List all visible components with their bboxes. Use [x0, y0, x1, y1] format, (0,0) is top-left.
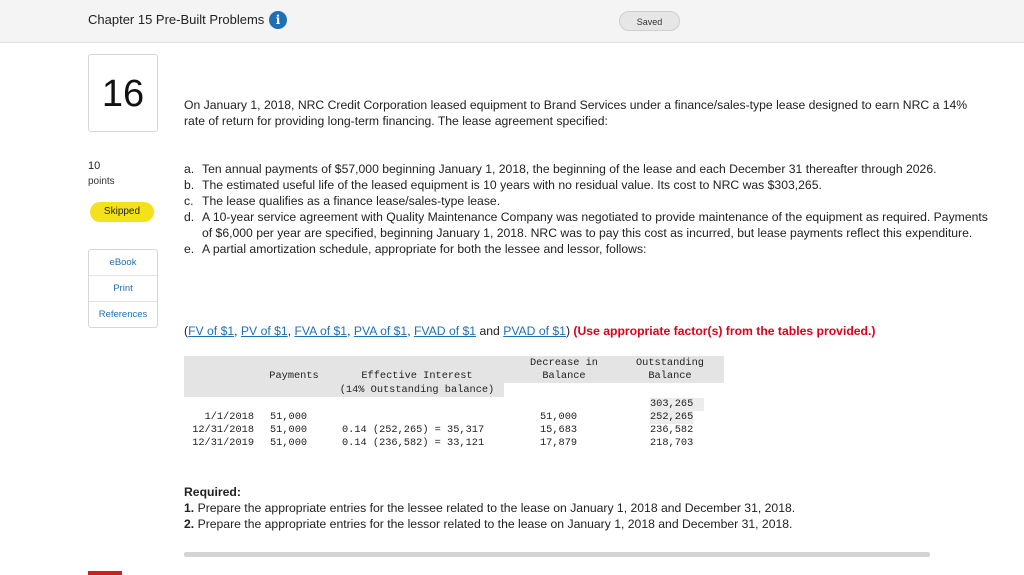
instruction-text: (Use appropriate factor(s) from the tables provided.): [573, 324, 876, 338]
points-value: 10: [88, 160, 101, 172]
row-payment: 51,000: [270, 411, 308, 423]
item-label: d.: [184, 210, 195, 224]
fv-link[interactable]: FV of $1: [188, 324, 235, 338]
row-payment: 51,000: [270, 424, 308, 436]
list-item: [184, 177, 996, 193]
row-date: 12/31/2018: [192, 424, 254, 436]
row-date: 1/1/2018: [204, 411, 254, 423]
header-payments: Payments: [269, 370, 319, 382]
chapter-title: Chapter 15 Pre-Built Problems: [88, 12, 265, 27]
row-interest: 0.14 (252,265) = 35,317: [342, 424, 485, 436]
points-label: points: [88, 176, 115, 187]
row-balance: 236,582: [650, 424, 694, 436]
list-item: [184, 241, 996, 257]
list-item: [184, 209, 996, 241]
fvad-link[interactable]: FVAD of $1: [413, 324, 477, 338]
row-balance: 252,265: [650, 411, 694, 423]
row-balance: 218,703: [650, 437, 694, 449]
and-text: and: [479, 324, 500, 338]
red-indicator: [88, 571, 122, 575]
required-section: [184, 484, 984, 532]
ebook-button[interactable]: eBook: [89, 250, 157, 276]
row-decrease: 15,683: [540, 424, 578, 436]
opening-balance: 303,265: [650, 398, 704, 411]
row-payment: 51,000: [270, 437, 308, 449]
item-text: The lease qualifies as a finance lease/sales-type lease.: [202, 194, 501, 208]
required-item: [184, 500, 984, 516]
item-label: a.: [184, 162, 195, 176]
references-button[interactable]: References: [98, 309, 148, 320]
header-outstanding: Outstanding: [636, 357, 704, 369]
question-intro: On January 1, 2018, NRC Credit Corporation leased equipment to Brand Services under a finance/sales-type lease designed to earn NRC a 14% rate of return for providing long-term financing. The lease agreement specified:: [184, 98, 968, 128]
item-text: Ten annual payments of $57,000 beginning January 1, 2018, the beginning of the lease and each December 31 thereafter through 2026.: [202, 162, 937, 176]
item-text: A 10-year service agreement with Quality Maintenance Company was negotiated to provide maintenance of the equipment as required. Payments of $6,000 per year are specified, beginning January 1, 2018. NRC was to pay this cost as incurred, but lease payments reflect this expenditure.: [202, 210, 988, 240]
required-item: [184, 516, 984, 532]
question-number: 16: [88, 54, 158, 132]
required-num: 2.: [184, 517, 195, 531]
required-text: Prepare the appropriate entries for the lessor related to the lease on January 1, 2018 and December 31, 2018.: [197, 517, 793, 531]
schedule-header: [184, 356, 724, 398]
header-outstanding-2: Balance: [648, 370, 692, 382]
fva-link[interactable]: FVA of $1: [294, 324, 348, 338]
top-bar: [0, 0, 1024, 43]
item-text: A partial amortization schedule, appropriate for both the lessee and lessor, follows:: [202, 242, 647, 256]
row-interest: 0.14 (236,582) = 33,121: [342, 437, 485, 449]
row-decrease: 17,879: [540, 437, 578, 449]
lease-terms-list: [184, 161, 996, 257]
print-button[interactable]: Print: [89, 276, 157, 302]
open-paren: (: [184, 324, 189, 338]
status-badge: Skipped: [90, 202, 154, 222]
table-row: [184, 411, 724, 424]
saved-badge: Saved: [619, 11, 680, 31]
header-decrease-2: Balance: [542, 370, 586, 382]
row-decrease: 51,000: [540, 411, 578, 423]
side-buttons: [88, 249, 158, 328]
header-decrease: Decrease in: [530, 357, 598, 369]
factor-table-links: (FV of $1, PV of $1, FVA of $1, PVA of $1, FVAD of $1 and PVAD of $1) (Use appropriate factor(s) from the tables provided.): [184, 324, 876, 338]
list-item: [184, 193, 996, 209]
item-label: e.: [184, 242, 195, 256]
pv-link[interactable]: PV of $1: [240, 324, 288, 338]
header-interest: Effective Interest: [361, 370, 473, 382]
table-row: [184, 424, 724, 437]
row-date: 12/31/2019: [192, 437, 254, 449]
required-title: Required:: [184, 485, 241, 499]
amortization-schedule: [184, 356, 724, 450]
item-label: c.: [184, 194, 194, 208]
item-label: b.: [184, 178, 195, 192]
item-text: The estimated useful life of the leased equipment is 10 years with no residual value. Its cost to NRC was $303,265.: [202, 178, 822, 192]
pvad-link[interactable]: PVAD of $1: [503, 324, 566, 338]
info-icon[interactable]: i: [269, 11, 287, 29]
required-text: Prepare the appropriate entries for the lessee related to the lease on January 1, 2018 and December 31, 2018.: [197, 501, 796, 515]
header-interest-sub: (14% Outstanding balance): [339, 384, 495, 396]
list-item: [184, 161, 996, 177]
table-row: [184, 437, 724, 450]
pva-link[interactable]: PVA of $1: [353, 324, 408, 338]
required-num: 1.: [184, 501, 195, 515]
close-paren: ): [565, 324, 571, 338]
horizontal-scrollbar[interactable]: [184, 552, 930, 557]
table-row: [184, 398, 724, 411]
